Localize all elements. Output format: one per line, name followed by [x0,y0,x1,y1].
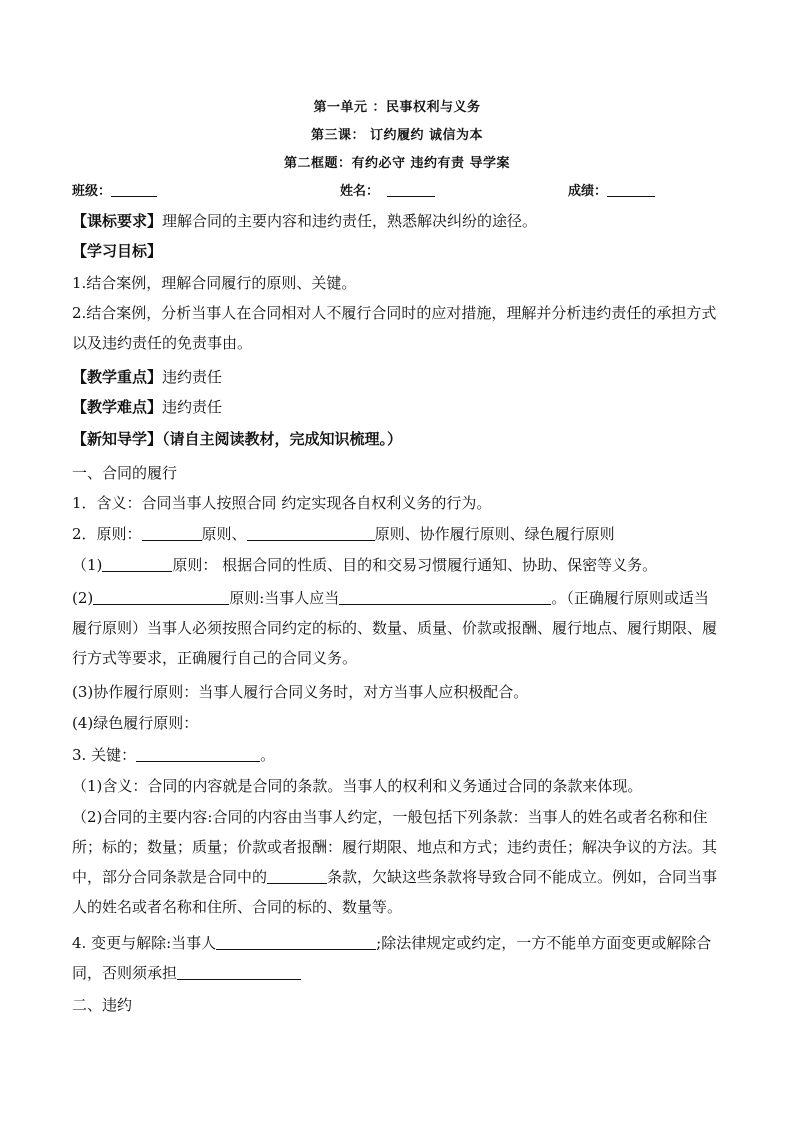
score-field [568,180,655,199]
item-4-text-a: 4. 变更与解除:当事人 [72,934,217,952]
item-2-3-text: (3)协作履行原则：当事人履行合同义务时，对方当事人应积极配合。 [72,683,529,701]
item-2-2-text-c: 。（正确履行原则或适当履行原则）当事人必须按照合同约定的标的、数量、质量、价款或报酬、履行地点、履行期限、履行方式等要求，正确履行自己的合同义务。 [72,589,718,667]
score-label: 成绩： [568,184,608,199]
name-label: 姓名： [340,184,380,199]
diff-tag: 【教学难点】 [72,398,163,416]
item-2-3 [72,677,722,707]
item-3-label: 3. 关键： [72,746,137,764]
standard-requirement [72,206,722,236]
new-knowledge-guide [72,424,722,454]
goals-tag: 【学习目标】 [72,242,163,260]
item-3-1-text: （1)含义：合同的内容就是合同的条款。当事人的权利和义务通过合同的条款来体现。 [72,777,643,795]
goal-1-text: 1.结合案例，理解合同履行的原则、关键。 [72,274,357,292]
item-2 [72,519,722,549]
part2-title-text: 二、违约 [72,996,133,1014]
item-2-2 [72,583,722,673]
principle-blank-2[interactable] [247,526,375,541]
item-4 [72,928,722,988]
item-2-text-c: 原则、协作履行原则、绿色履行原则 [374,525,615,543]
key-point [72,362,722,392]
topic-title: 第二框题：有约必守 违约有责 导学案 [283,156,511,171]
guide-tag: 【新知导学】 [72,430,163,448]
part1-title-text: 一、合同的履行 [72,464,178,482]
item-3-end: 。 [260,746,276,764]
item-2-label: 2．原则： [72,525,142,543]
item-3 [72,740,722,770]
change-blank[interactable] [216,935,376,950]
key-text: 违约责任 [162,368,223,386]
item-4-text-b: ;除法律规定或约定，一方不能单方面变更或解除合同，否则须承担 [72,934,712,982]
student-info-line [72,180,722,200]
principle-blank-4[interactable] [93,590,229,605]
score-blank[interactable] [607,182,655,197]
class-label: 班级： [72,184,112,199]
diff-text: 违约责任 [162,398,223,416]
item-2-4 [72,708,722,738]
item-2-2-text-b: 原则:当事人应当 [229,589,340,607]
principle-blank-1[interactable] [142,526,202,541]
item-3-1 [72,771,722,801]
liability-blank[interactable] [177,965,301,980]
goal-2 [72,298,722,358]
item-2-2-label: (2) [72,589,94,607]
principle-blank-5[interactable] [339,590,551,605]
name-blank[interactable] [387,182,435,197]
guide-text: （请自主阅读教材，完成知识梳理。） [162,430,403,448]
item-2-text-b: 原则、 [201,525,247,543]
principle-blank-3[interactable] [102,557,172,572]
item-2-1-label: （1) [72,556,103,574]
name-field [340,180,435,199]
standard-tag: 【课标要求】 [72,212,163,230]
item-2-4-text: (4)绿色履行原则： [72,714,199,732]
goals-heading [72,236,722,266]
unit-title: 第一单元 ：民事权利与义务 [313,100,481,115]
difficult-point [72,392,722,422]
class-blank[interactable] [111,182,157,197]
part2-title [72,990,722,1020]
item-3-2-text-b: 条款，欠缺这些条款将导致合同不能成立。例如，合同当事人的姓名或者名称和住所、合同的标的、数量等。 [72,868,718,916]
item-2-1 [72,550,722,580]
key-blank[interactable] [136,747,260,762]
lesson-title: 第三课： 订约履约 诚信为本 [310,128,484,143]
item-1 [72,488,722,518]
item-3-2 [72,802,722,922]
key-tag: 【教学重点】 [72,368,163,386]
item-2-1-text: 原则： 根据合同的性质、目的和交易习惯履行通知、协助、保密等义务。 [172,556,658,574]
item-3-2-text-a: （2)合同的主要内容:合同的内容由当事人约定，一般包括下列条款：当事人的姓名或者名称和住所；标的；数量；质量；价款或者报酬：履行期限、地点和方式；违约责任；解决争议的方法。其中，部分合同条款是合同中的 [72,808,718,886]
goal-1 [72,268,722,298]
item-1-text: 1．含义：合同当事人按照合同 约定实现各自权利义务的行为。 [72,494,492,512]
goal-2-text: 2.结合案例，分析当事人在合同相对人不履行合同时的应对措施，理解并分析违约责任的承担方式以及违约责任的免责事由。 [72,304,717,352]
part1-title [72,458,722,488]
clause-blank[interactable] [267,869,327,884]
class-field [72,180,157,199]
standard-text: 理解合同的主要内容和违约责任，熟悉解决纠纷的途径。 [162,212,538,230]
